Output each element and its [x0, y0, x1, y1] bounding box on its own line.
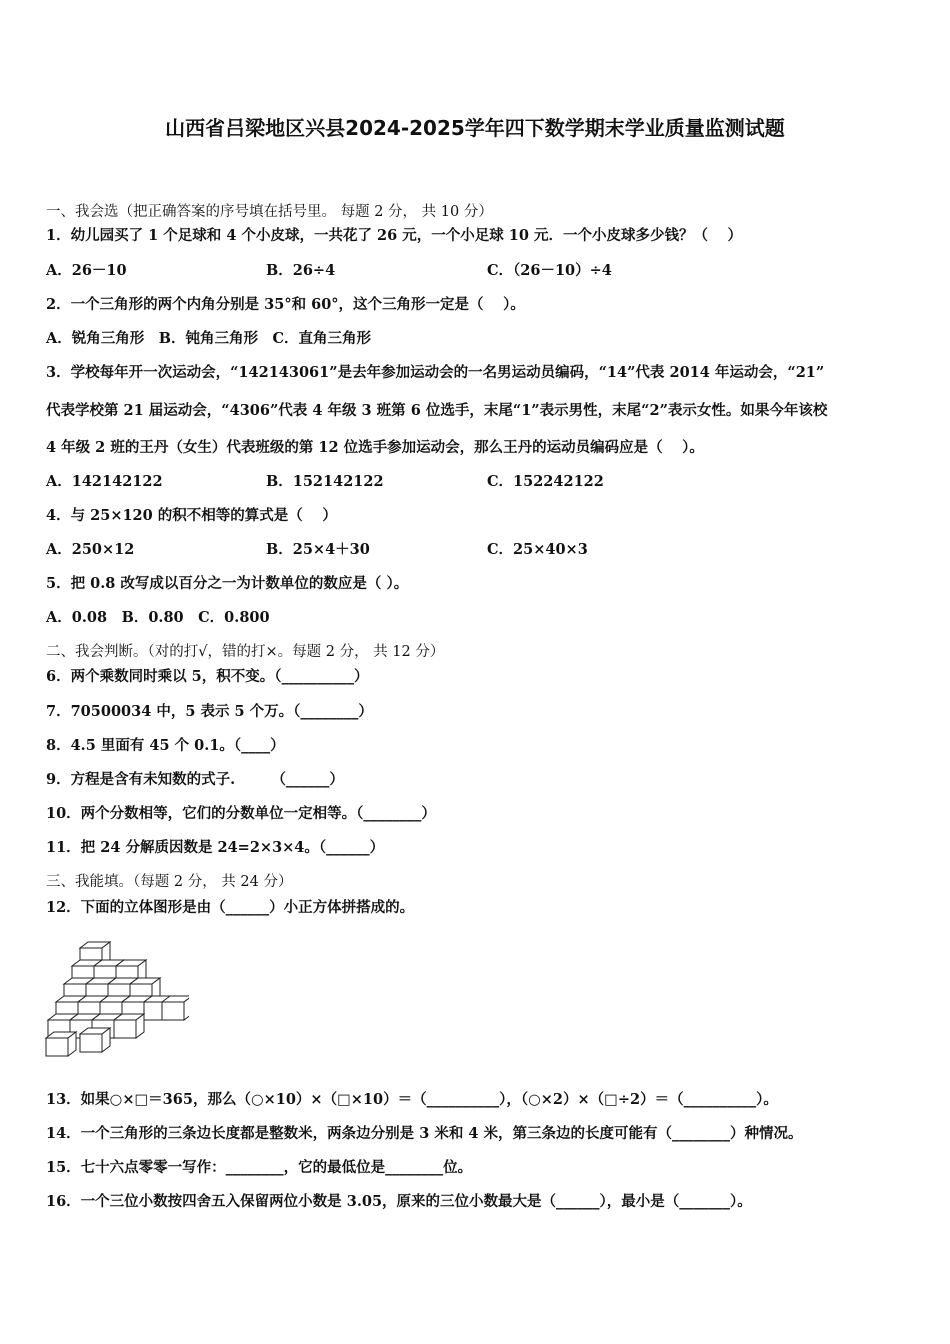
question-5-options: A．0.08 B．0.80 C．0.800: [46, 609, 270, 626]
section-1-heading: 一、我会选（把正确答案的序号填在括号里。 每题 2 分， 共 10 分）: [46, 204, 493, 220]
question-4-option-c: C．25×40×3: [487, 541, 588, 558]
question-8: 8．4.5 里面有 45 个 0.1。（____）: [46, 737, 285, 754]
question-3-option-c: C．152242122: [487, 473, 604, 490]
question-2-options: A．锐角三角形 B．钝角三角形 C．直角三角形: [46, 330, 372, 347]
question-4: 4．与 25×120 的积不相等的算式是（ ）: [46, 507, 337, 524]
cube-stack-figure: [44, 938, 189, 1060]
question-1: 1．幼儿园买了 1 个足球和 4 个小皮球，一共花了 26 元，一个小足球 10 元．一个小皮球多少钱？（ ）: [46, 227, 743, 244]
question-3-option-a: A．142142122: [46, 473, 163, 490]
question-14: 14．一个三角形的三条边长度都是整数米，两条边分别是 3 米和 4 米，第三条边的长度可能有（________）种情况。: [46, 1125, 803, 1142]
question-9: 9．方程是含有未知数的式子. （______）: [46, 771, 344, 788]
question-1-option-c: C．（26－10）÷4: [487, 262, 612, 279]
question-13: 13．如果○×□＝365，那么（○×10）×（□×10）＝（__________），（○×2）×（□÷2）＝（__________）。: [46, 1091, 778, 1108]
question-3-option-b: B．152142122: [266, 473, 384, 490]
section-2-heading: 二、我会判断。（对的打√，错的打×。每题 2 分， 共 12 分）: [46, 644, 445, 660]
question-2: 2．一个三角形的两个内角分别是 35°和 60°，这个三角形一定是（ ）。: [46, 296, 525, 313]
question-4-option-a: A．250×12: [46, 541, 135, 558]
question-3-line-1: 3．学校每年开一次运动会，“142143061”是去年参加运动会的一名男运动员编码，“14”代表 2014 年运动会，“21”: [46, 364, 825, 381]
question-5: 5．把 0.8 改写成以百分之一为计数单位的数应是（ ）。: [46, 575, 409, 592]
question-10: 10．两个分数相等，它们的分数单位一定相等。（________）: [46, 805, 436, 822]
question-1-option-b: B．26÷4: [266, 262, 336, 279]
question-12: 12．下面的立体图形是由（______）小正方体拼搭成的。: [46, 899, 415, 916]
question-3-line-3: 4 年级 2 班的王丹（女生）代表班级的第 12 位选手参加运动会，那么王丹的运动员编码应是（ ）。: [46, 439, 704, 456]
question-4-option-b: B．25×4＋30: [266, 541, 370, 558]
question-15: 15．七十六点零零一写作：________，它的最低位是________位。: [46, 1159, 473, 1176]
question-11: 11．把 24 分解质因数是 24=2×3×4。（______）: [46, 839, 385, 856]
question-3-line-2: 代表学校第 21 届运动会，“4306”代表 4 年级 3 班第 6 位选手，末尾“1”表示男性，末尾“2”表示女性。如果今年该校: [46, 402, 828, 419]
page-title: 山西省吕梁地区兴县2024-2025学年四下数学期末学业质量监测试题: [165, 116, 785, 140]
question-6: 6．两个乘数同时乘以 5，积不变。（__________）: [46, 668, 369, 685]
question-1-option-a: A．26－10: [46, 262, 127, 279]
question-7: 7．70500034 中，5 表示 5 个万。（________）: [46, 703, 373, 720]
question-16: 16．一个三位小数按四舍五入保留两位小数是 3.05，原来的三位小数最大是（______），最小是（_______）。: [46, 1193, 752, 1210]
section-3-heading: 三、我能填。（每题 2 分， 共 24 分）: [46, 874, 293, 890]
